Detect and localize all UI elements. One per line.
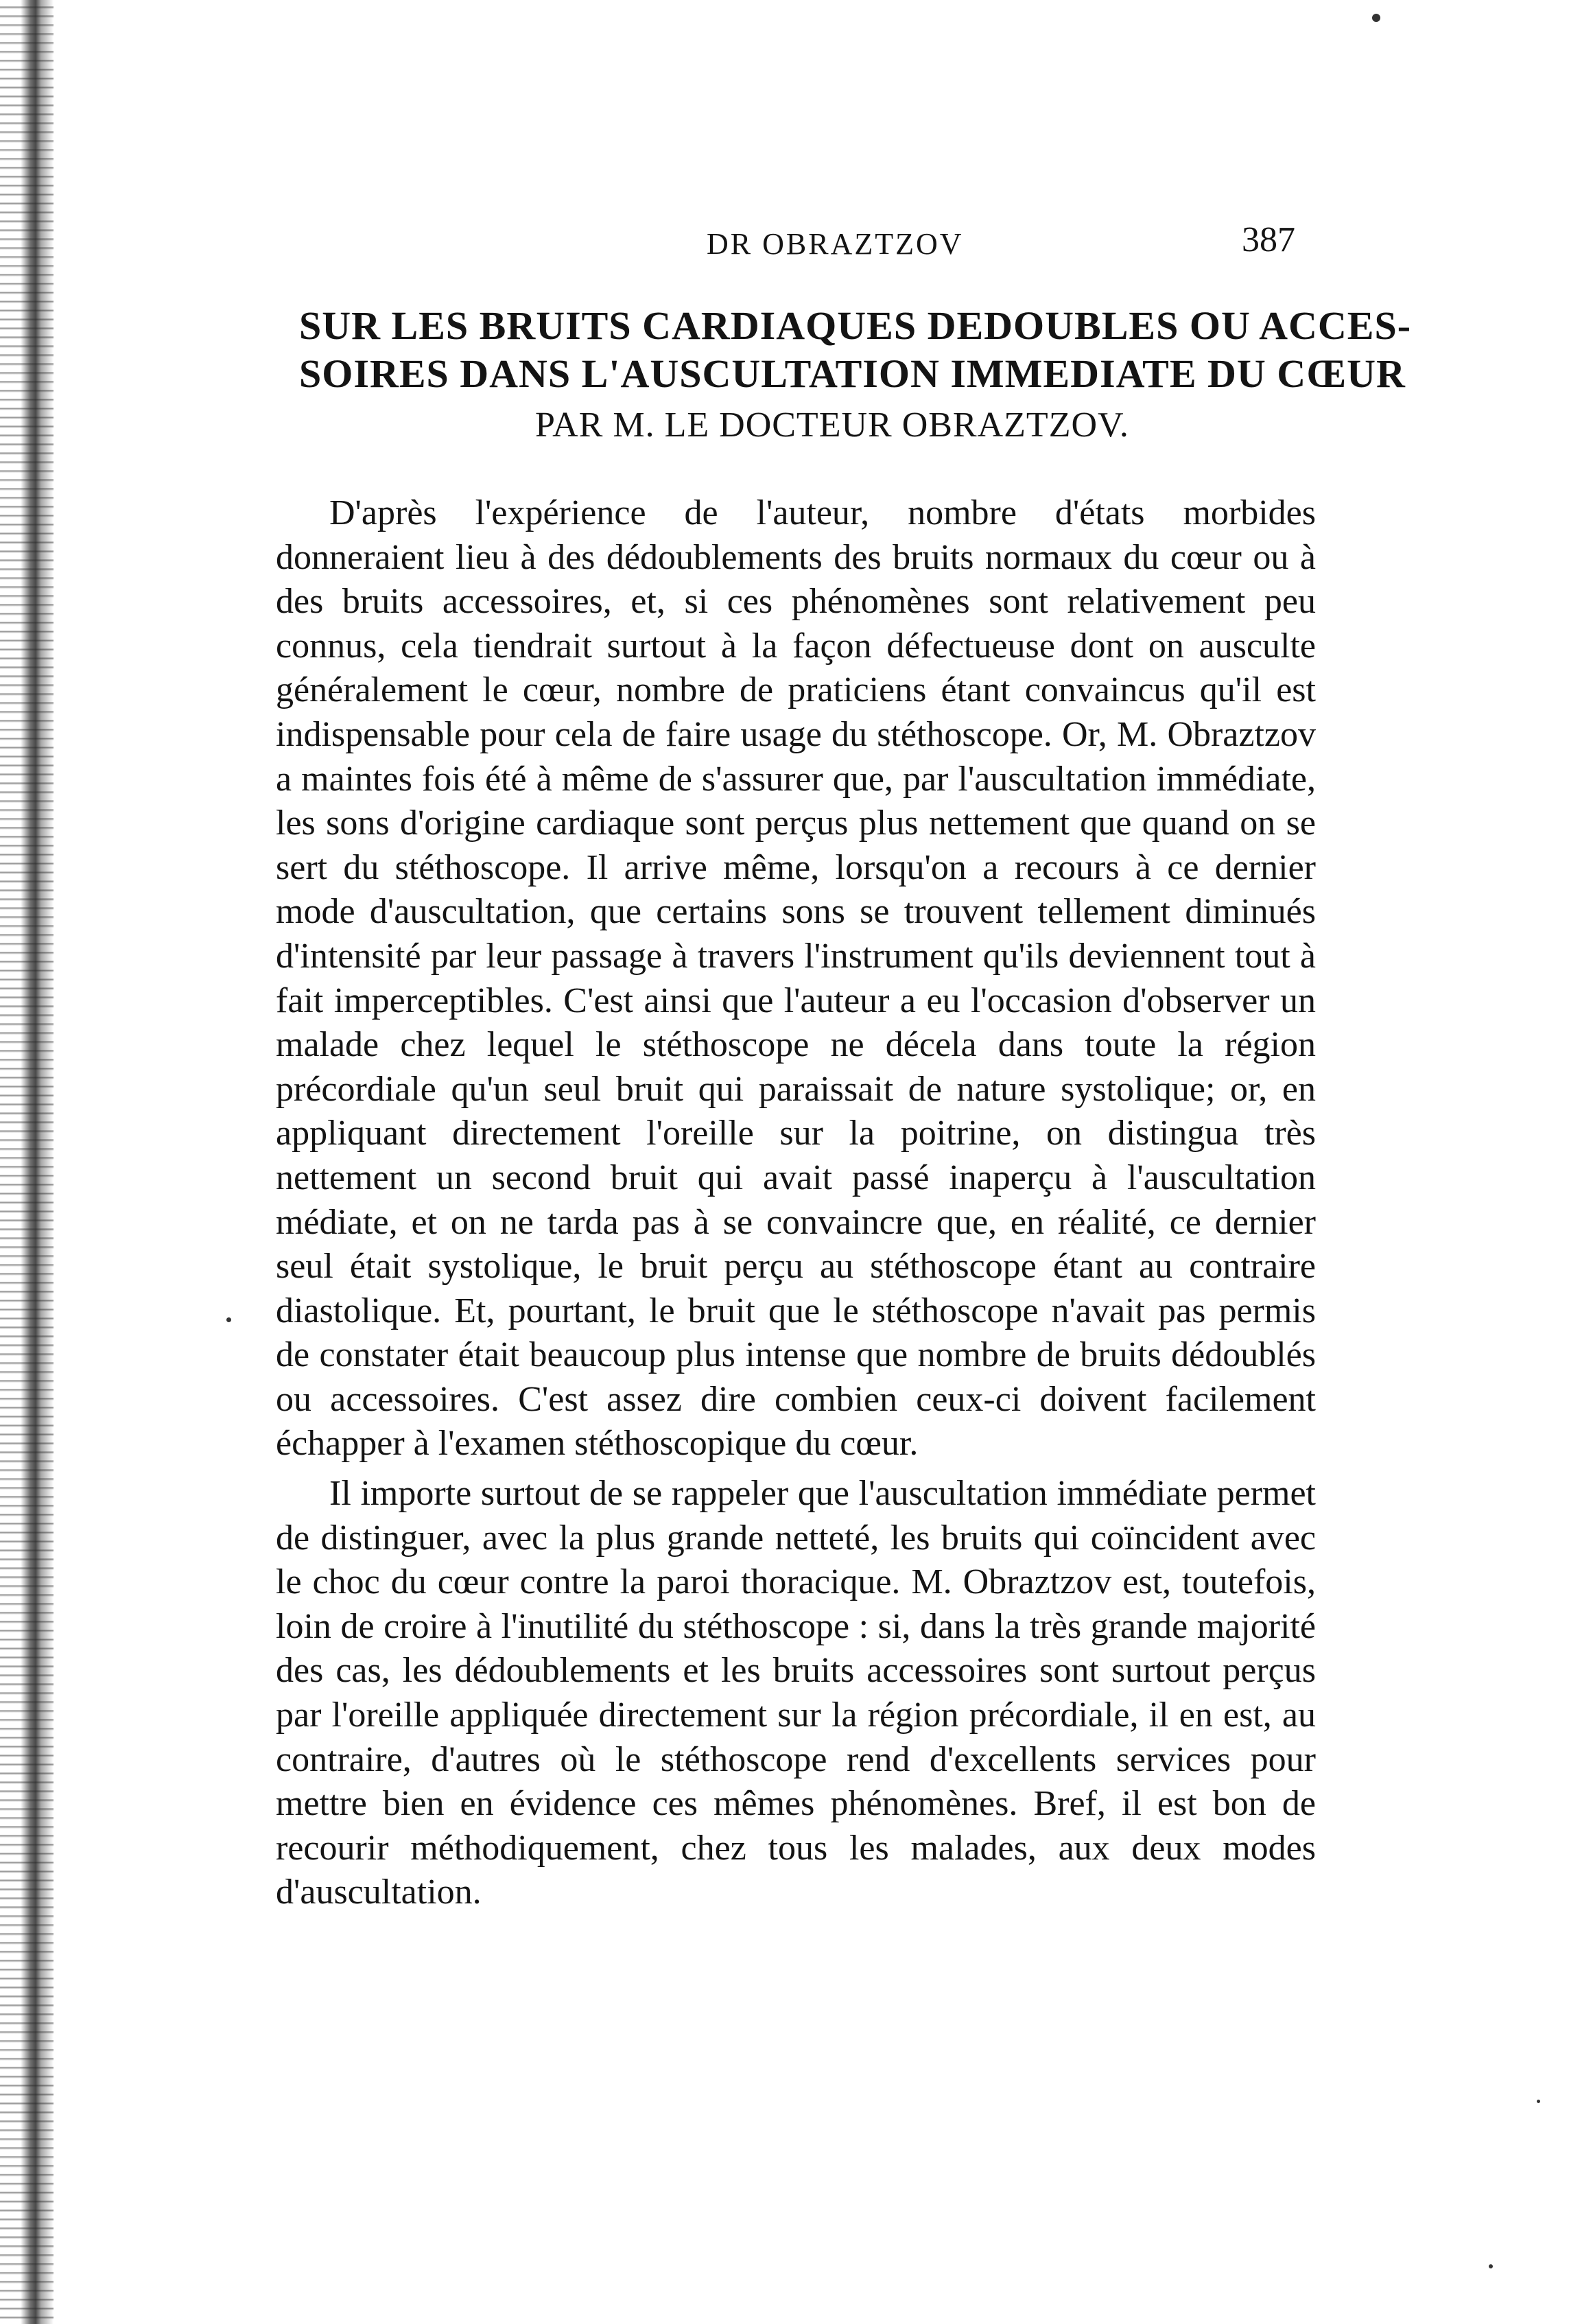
article-title xyxy=(299,302,1412,398)
scan-speck xyxy=(1372,14,1380,22)
article-body xyxy=(276,491,1316,1915)
paragraph: Il importe surtout de se rappeler que l'auscultation immédiate permet de distinguer, avec la plus grande netteté, les bruits qui coïncident avec le choc du cœur contre la paroi thoracique. M. Obraztzov est, toutefois, loin de croire à l'inutilité du stéthoscope : si, dans la très grande majorité des cas, les dédoublements et les bruits accessoires sont surtout perçus par l'oreille appliquée directement sur la région précordiale, il en est, au contraire, d'autres où le stéthoscope rend d'excellents services pour mettre bien en évidence ces mêmes phénomènes. Bref, il est bon de recourir méthodiquement, chez tous les malades, aux deux modes d'auscultation. xyxy=(276,1474,1316,1912)
running-head: DR OBRAZTZOV xyxy=(707,227,964,261)
scan-speck xyxy=(226,1317,231,1322)
running-header xyxy=(280,220,1295,274)
paragraph: D'après l'expérience de l'auteur, nombre d'états morbides donneraient lieu à des dédoublements des bruits normaux du cœur ou à des bruits accessoires, et, si ces phénomènes sont relativement peu connus, cela tiendrait surtout à la façon défectueuse dont on ausculte généralement le cœur, nombre de praticiens étant convaincus qu'il est indispensable pour cela de faire usage du stéthoscope. Or, M. Obraztzov a maintes fois été à même de s'assurer que, par l'auscultation immédiate, les sons d'origine cardiaque sont perçus plus nettement que quand on se sert du stéthoscope. Il arrive même, lorsqu'on a recours à ce dernier mode d'auscultation, que certains sons se trouvent tellement diminués d'intensité par leur passage à travers l'instrument qu'ils deviennent tout à fait imperceptibles. C'est ainsi que l'auteur a eu l'occasion d'observer un malade chez lequel le stéthoscope ne décela dans toute la région précordiale qu'un seul bruit qui paraissait de nature systolique; or, en appliquant directement l'oreille sur la poitrine, on distingua très nettement un second bruit qui avait passé inaperçu à l'auscultation médiate, et on ne tarda pas à se convaincre que, en réalité, ce dernier seul était systolique, le bruit perçu au stéthoscope étant au contraire diastolique. Et, pourtant, le bruit que le stéthoscope n'avait pas permis de constater était beaucoup plus intense que nombre de bruits dédoublés ou accessoires. C'est assez dire combien ceux-ci doivent facilement échapper à l'examen stéthoscopique du cœur. xyxy=(276,493,1316,1464)
article-title-line-2: SOIRES DANS L'AUSCULTATION IMMEDIATE DU CŒUR xyxy=(299,351,1406,396)
scan-speck xyxy=(1537,2100,1540,2103)
scan-speck xyxy=(1489,2264,1493,2268)
page-number: 387 xyxy=(1242,220,1295,259)
scan-binding-edge xyxy=(0,0,54,2324)
author-byline: PAR M. LE DOCTEUR OBRAZTZOV. xyxy=(535,406,1129,445)
article-title-line-1: SUR LES BRUITS CARDIAQUES DEDOUBLES OU ACCES- xyxy=(299,303,1412,348)
